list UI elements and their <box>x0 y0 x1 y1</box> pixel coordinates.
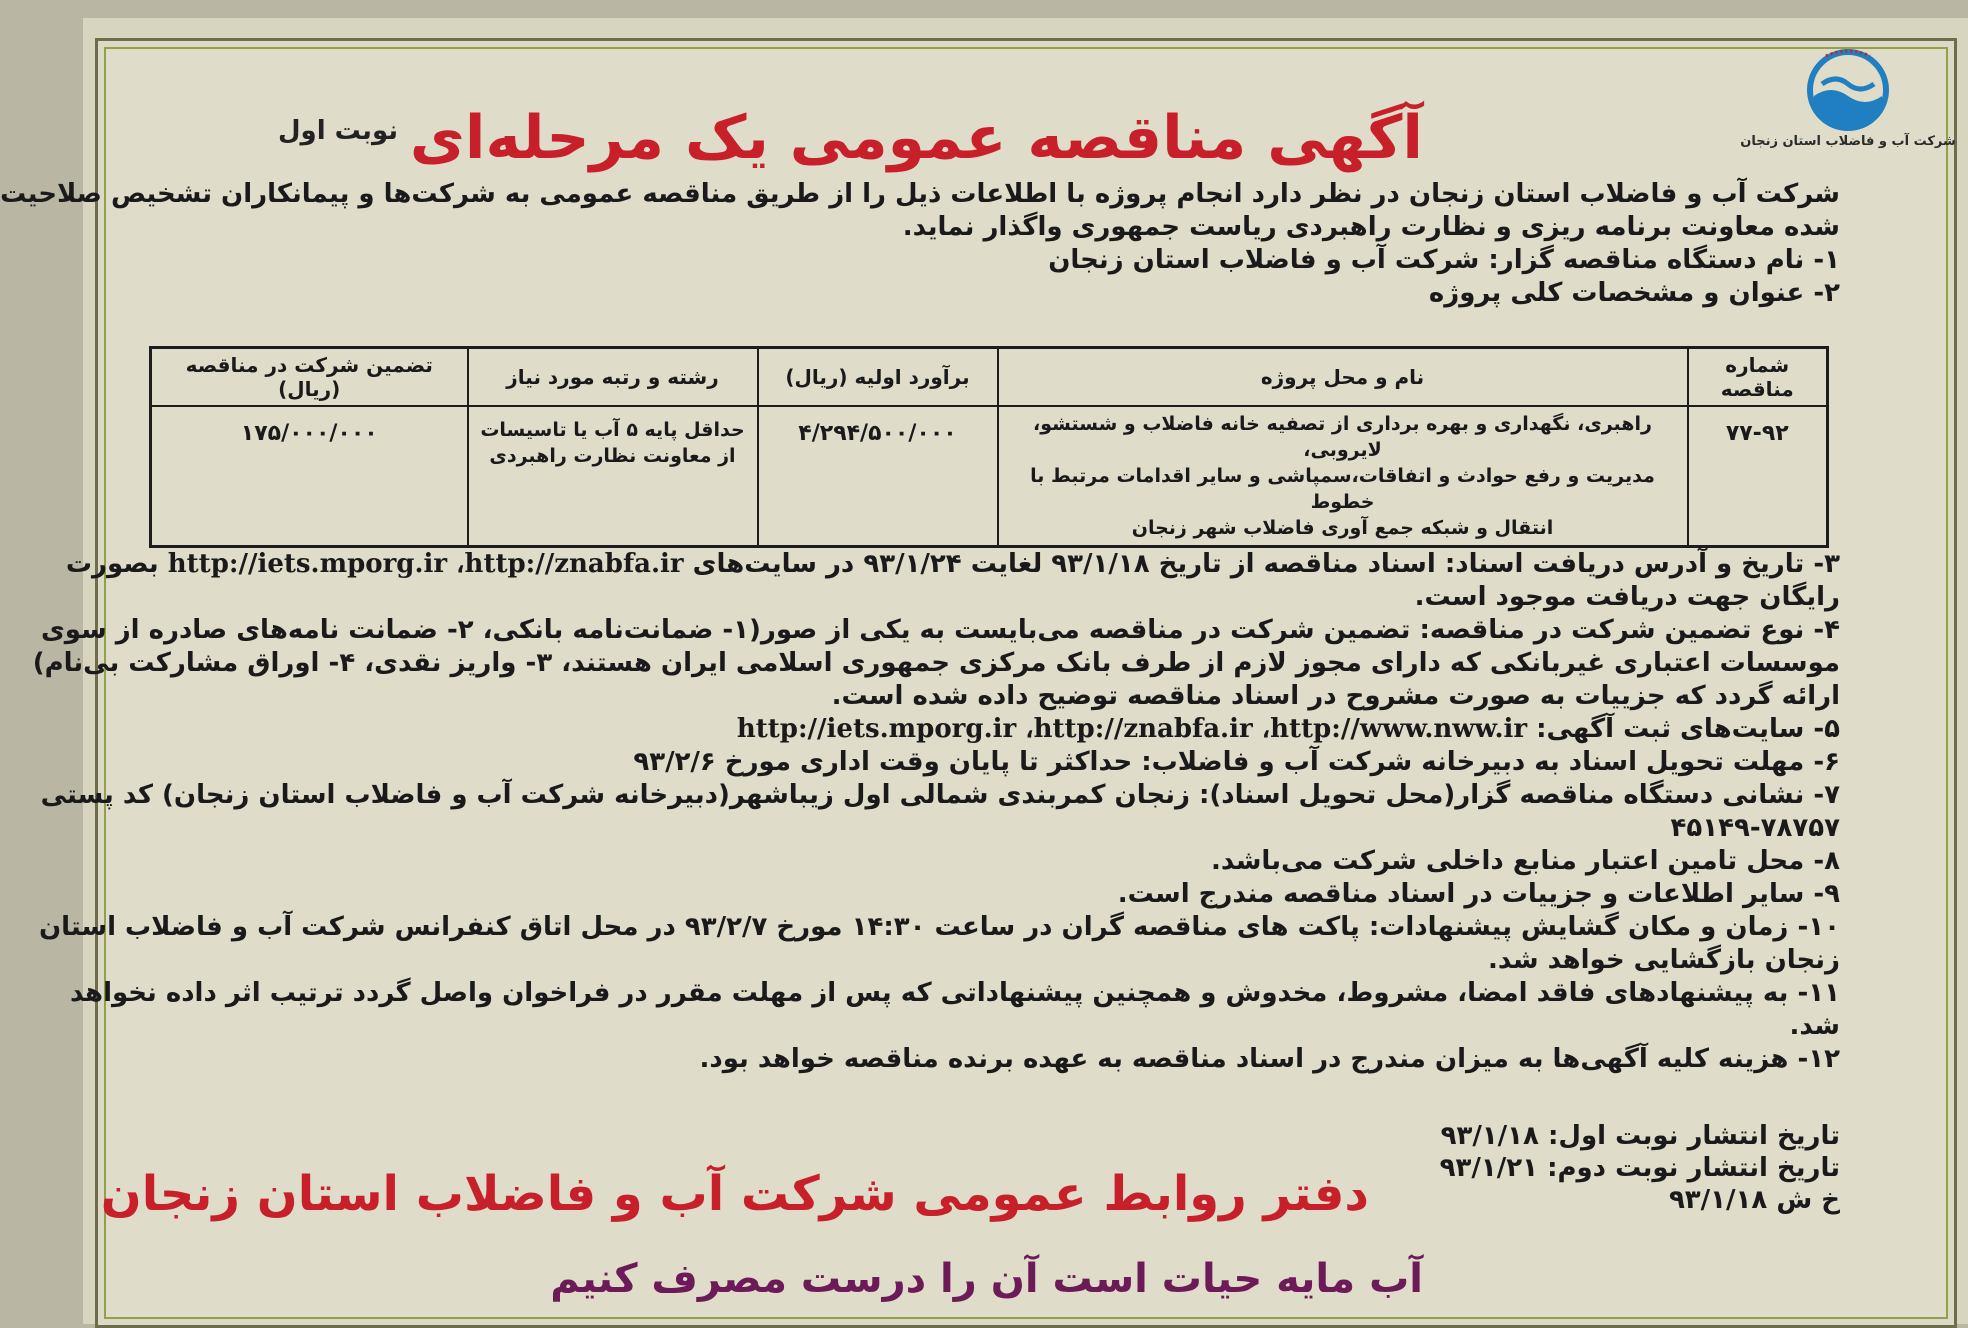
item-11: ۱۱- به پیشنهادهای فاقد امضا، مشروط، مخدوش و همچنین پیشنهاداتی که پس از مهلت مقرر در فراخوان واصل گردد ترتیب اثر داده نخواهد <box>70 978 1840 1008</box>
item-3-urls: http://iets.mporg.ir ،http://znabfa.ir <box>167 549 684 579</box>
item-1: ۱- نام دستگاه مناقصه گزار: شرکت آب و فاضلاب استان زنجان <box>1048 245 1840 275</box>
ad-code: خ ش ۹۳/۱/۱۸ <box>1668 1185 1840 1215</box>
slogan: آب مایه حیات است آن را درست مصرف کنیم <box>550 1256 1423 1302</box>
water-drop-logo-icon <box>1796 46 1900 132</box>
header-guarantee: تضمین شرکت در مناقصه (ریال) <box>151 348 468 407</box>
item-8: ۸- محل تامین اعتبار منابع داخلی شرکت می‌باشد. <box>1210 846 1840 876</box>
item-4: ۴- نوع تضمین شرکت در مناقصه: تضمین شرکت در مناقصه می‌بایست به یکی از صور(۱- ضمانت‌نامه بانکی، ۲- ضمانت نامه‌های صادره از سوی <box>40 615 1840 645</box>
item-3 <box>65 548 1840 581</box>
logo-caption: شرکت آب و فاضلاب استان زنجان <box>1740 134 1956 149</box>
item-4-cont: ارائه گردد که جزییات به صورت مشروح در اسناد مناقصه توضیح داده شده است. <box>831 681 1840 711</box>
header-tender-number: شماره مناقصه <box>1688 348 1828 407</box>
item-6: ۶- مهلت تحویل اسناد به دبیرخانه شرکت آب و فاضلاب: حداکثر تا پایان وقت اداری مورخ ۹۳/۲/۶ <box>633 747 1840 777</box>
newspaper-page <box>0 18 1968 1324</box>
second-publication-label: تاریخ انتشار نوبت دوم: <box>1547 1153 1840 1183</box>
item-3-text: ۳- تاریخ و آدرس دریافت اسناد: اسناد مناقصه از تاریخ ۹۳/۱/۱۸ لغایت ۹۳/۱/۲۴ در سایت‌های <box>692 549 1840 579</box>
second-publication-date: ۹۳/۱/۲۱ <box>1439 1153 1538 1183</box>
first-publication-date: ۹۳/۱/۱۸ <box>1440 1121 1539 1151</box>
header-estimate: برآورد اولیه (ریال) <box>758 348 998 407</box>
item-7-postal-code: ۴۵۱۴۹-۷۸۷۵۷ <box>1670 813 1840 843</box>
table-header-row <box>151 348 1828 407</box>
item-12: ۱۲- هزینه کلیه آگهی‌ها به میزان مندرج در اسناد مناقصه به عهده برنده مناقصه خواهد بود. <box>699 1044 1840 1074</box>
cell-grade <box>468 406 758 547</box>
cell-estimate: ۴/۲۹۴/۵۰۰/۰۰۰ <box>758 406 998 547</box>
item-7: ۷- نشانی دستگاه مناقصه گزار(محل تحویل اسناد): زنجان کمربندی شمالی اول زیباشهر(دبیرخانه شرکت آب و فاضلاب استان زنجان) کد پستی <box>40 780 1840 810</box>
projects-table-wrap <box>149 346 1829 539</box>
item-9: ۹- سایر اطلاعات و جزییات در اسناد مناقصه مندرج است. <box>1117 879 1840 909</box>
item-3-cont: رایگان جهت دریافت موجود است. <box>1414 582 1840 612</box>
cell-project <box>998 406 1688 547</box>
intro-line: شرکت آب و فاضلاب استان زنجان در نظر دارد انجام پروژه با اطلاعات ذیل را از طریق مناقصه عمومی به شرکت‌ها و پیمانکاران تشخیص صلاحیت <box>0 179 1840 209</box>
item-5 <box>150 713 1840 746</box>
projects-table <box>149 346 1829 548</box>
conditions-list <box>32 548 1840 1076</box>
item-3-tail: بصورت <box>65 549 159 579</box>
first-publication-label: تاریخ انتشار نوبت اول: <box>1547 1121 1840 1151</box>
company-logo <box>1740 46 1956 166</box>
cell-grade-line: از معاونت نظارت راهبردی <box>489 445 736 467</box>
item-5-text: ۵- سایت‌های ثبت آگهی: <box>1536 714 1840 744</box>
item-5-urls: http://iets.mporg.ir ،http://znabfa.ir ،http://www.nww.ir <box>736 714 1528 744</box>
cell-project-line: انتقال و شبکه جمع آوری فاضلاب شهر زنجان <box>1131 517 1554 539</box>
intro-paragraph <box>0 178 1840 310</box>
header-project: نام و محل پروژه <box>998 348 1688 407</box>
cell-guarantee: ۱۷۵/۰۰۰/۰۰۰ <box>151 406 468 547</box>
item-11-cont: شد. <box>1789 1011 1840 1041</box>
table-row <box>151 406 1828 547</box>
item-4-cont: موسسات اعتباری غیربانکی که دارای مجوز لازم از طرف بانک مرکزی جمهوری اسلامی ایران هستند، ۳- واریز نقدی، ۴- اوراق مشارکت بی‌نام) <box>32 648 1840 678</box>
item-10: ۱۰- زمان و مکان گشایش پیشنهادات: پاکت های مناقصه گران در ساعت ۱۴:۳۰ مورخ ۹۳/۲/۷ در محل اتاق کنفرانس شرکت آب و فاضلاب استان <box>38 912 1840 942</box>
item-10-cont: زنجان بازگشایی خواهد شد. <box>1488 945 1840 975</box>
cell-grade-line: حداقل پایه ۵ آب یا تاسیسات <box>480 419 745 441</box>
header-grade: رشته و رتبه مورد نیاز <box>468 348 758 407</box>
cell-tender-number: ۷۷-۹۲ <box>1688 406 1828 547</box>
ad-title: آگهی مناقصه عمومی یک مرحله‌ای <box>409 103 1423 173</box>
item-2: ۲- عنوان و مشخصات کلی پروژه <box>1428 278 1840 308</box>
cell-project-line: مدیریت و رفع حوادث و اتفاقات،سمپاشی و سایر اقدامات مرتبط با خطوط <box>1030 465 1655 513</box>
first-publication <box>1240 1120 1840 1152</box>
public-relations-office: دفتر روابط عمومی شرکت آب و فاضلاب استان زنجان <box>100 1166 1369 1222</box>
cell-project-line: راهبری، نگهداری و بهره برداری از تصفیه خانه فاضلاب و شستشو، لایروبی، <box>1033 413 1652 461</box>
publication-round: نوبت اول <box>277 116 399 146</box>
intro-line: شده معاونت برنامه ریزی و نظارت راهبردی ریاست جمهوری واگذار نماید. <box>902 212 1840 242</box>
